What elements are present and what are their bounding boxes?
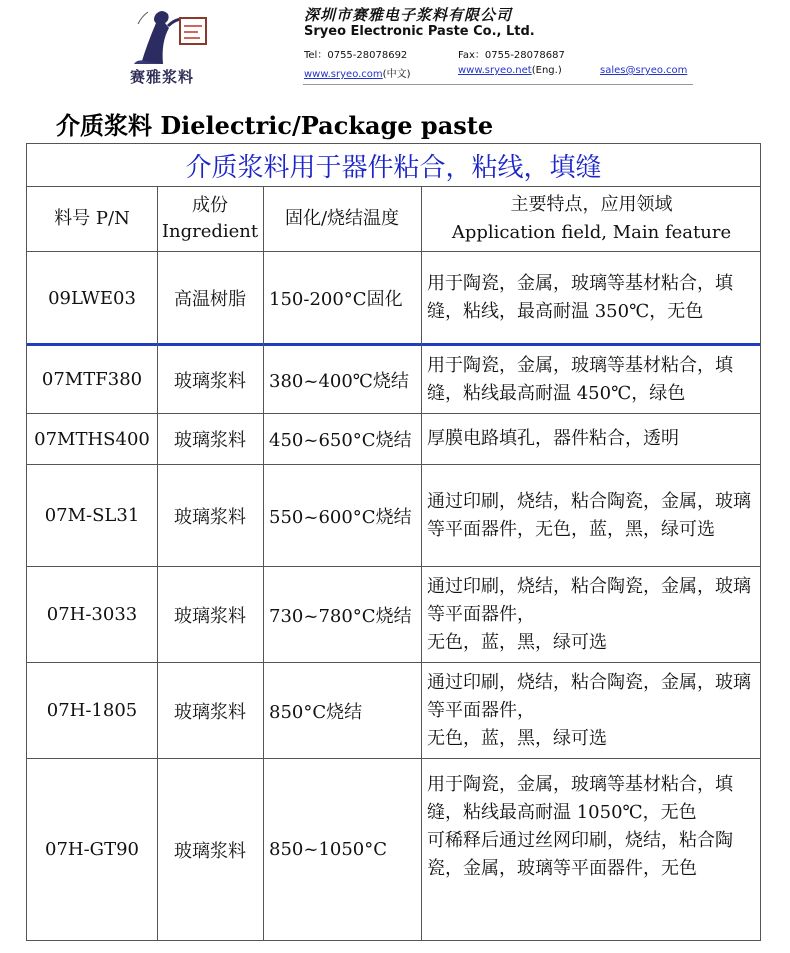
website-chinese-suffix: (中文) (382, 69, 411, 80)
website-english-link[interactable]: www.sryeo.net (458, 65, 532, 76)
cell-feature: 用于陶瓷，金属，玻璃等基材粘合，填缝，粘线最高耐温 450℃，绿色 (427, 354, 733, 404)
column-header-ingredient: 成份 Ingredient (161, 195, 259, 242)
email-link[interactable]: sales@sryeo.com (600, 65, 688, 76)
column-header-temperature: 固化/烧结温度 (284, 208, 400, 229)
website-english (458, 65, 562, 76)
logo-figure-icon (118, 4, 218, 68)
column-header-feature: 主要特点，应用领域 Application field, Main feature (451, 194, 732, 243)
cell-pn: 07H-1805 (46, 700, 138, 721)
cell-ingredient: 玻璃浆料 (174, 605, 246, 627)
email (600, 65, 687, 76)
cell-ingredient: 玻璃浆料 (174, 370, 246, 392)
logo-text: 赛雅浆料 (130, 68, 195, 86)
company-name-english: Sryeo Electronic Paste Co., Ltd. (304, 24, 535, 39)
cell-ingredient: 玻璃浆料 (174, 430, 246, 451)
cell-feature: 通过印刷，烧结，粘合陶瓷，金属，玻璃等平面器件， 无色，蓝，黑，绿可选 (427, 575, 751, 653)
cell-temperature: 550~600°C烧结 (269, 506, 412, 528)
cell-feature: 通过印刷，烧结，粘合陶瓷，金属，玻璃等平面器件，无色，蓝，黑，绿可选 (427, 490, 751, 540)
table-banner: 介质浆料用于器件粘合，粘线，填缝 (185, 152, 602, 183)
cell-pn: 09LWE03 (48, 287, 136, 309)
product-table (26, 143, 761, 941)
section-title: 介质浆料 Dielectric/Package paste (56, 111, 494, 140)
cell-ingredient: 玻璃浆料 (174, 701, 246, 723)
company-logo (118, 4, 218, 86)
cell-feature: 用于陶瓷，金属，玻璃等基材粘合，填缝，粘线，最高耐温 350℃，无色 (427, 273, 733, 322)
cell-pn: 07MTHS400 (34, 428, 150, 450)
website-chinese (304, 65, 410, 80)
cell-temperature: 730~780°C烧结 (269, 605, 412, 627)
cell-pn: 07H-3033 (46, 604, 138, 625)
column-divider (157, 187, 158, 940)
cell-feature: 通过印刷，烧结，粘合陶瓷，金属，玻璃等平面器件， 无色，蓝，黑，绿可选 (427, 671, 751, 749)
cell-temperature: 150-200°C固化 (269, 289, 403, 310)
column-divider (421, 187, 422, 940)
cell-pn: 07H-GT90 (45, 839, 139, 860)
fax: Fax：0755-28078687 (458, 50, 565, 61)
cell-pn: 07MTF380 (41, 369, 143, 390)
cell-temperature: 850°C烧结 (269, 701, 363, 723)
cell-ingredient: 玻璃浆料 (174, 840, 246, 862)
cell-feature: 厚膜电路填孔，器件粘合，透明 (427, 428, 679, 449)
company-name-chinese: 深圳市赛雅电子浆料有限公司 (304, 6, 513, 24)
cell-pn: 07M-SL31 (44, 505, 140, 526)
column-divider (263, 187, 264, 940)
cell-ingredient: 高温树脂 (174, 289, 246, 310)
cell-temperature: 380~400℃烧结 (269, 370, 409, 392)
header-divider (303, 84, 693, 85)
telephone: Tel：0755-28078692 (304, 50, 408, 61)
cell-feature: 用于陶瓷，金属，玻璃等基材粘合，填缝，粘线最高耐温 1050℃，无色 可稀释后通过丝网印刷，烧结，粘合陶瓷，金属，玻璃等平面器件，无色 (427, 774, 733, 879)
cell-temperature: 850~1050°C (269, 839, 388, 860)
website-english-suffix: (Eng.) (531, 65, 562, 76)
column-header-pn: 料号 P/N (54, 208, 130, 229)
cell-temperature: 450~650°C烧结 (269, 430, 412, 451)
cell-ingredient: 玻璃浆料 (174, 506, 246, 528)
website-chinese-link[interactable]: www.sryeo.com (304, 69, 383, 80)
